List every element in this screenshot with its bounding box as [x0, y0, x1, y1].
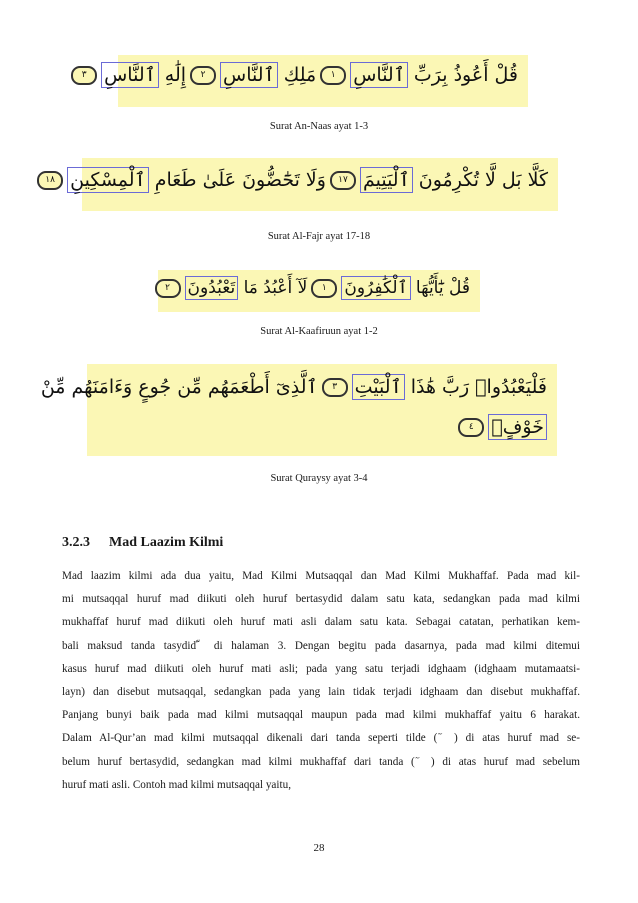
ayah-number-marker: ١: [320, 66, 346, 85]
paragraph-line: Mad laazim kilmi ada dua yaitu, Mad Kilmi Mutsaqqal dan Mad Kilmi Mukhaffaf. Pada mad kil-: [62, 570, 580, 582]
ayah-number-marker: ٢: [190, 66, 216, 85]
ayah-number-marker: ٣: [71, 66, 97, 85]
figure-caption: Surat Quraysy ayat 3-4: [270, 473, 368, 484]
figure-caption: Surat An-Naas ayat 1-3: [269, 121, 369, 132]
paragraph-line: mukhaffaf huruf mad diikuti oleh huruf mati asli dalam satu kata. Sebagai catatan, perhatikan kem-: [62, 616, 580, 629]
arabic-text: كَلَّا بَل لَّا تُكْرِمُونَ: [412, 169, 548, 191]
paragraph-line: kasus huruf mad diikuti oleh huruf mati asli; pada yang satu terjadi idghaam (idghaam mutamaatsi-: [62, 662, 580, 675]
highlighted-word: ٱلنَّاسِ: [350, 62, 408, 88]
paragraph-line: belum huruf bertasydid, sedangkan mad kilmi mukhaffaf dari tanda ( ٓ ) di atas huruf mad sebelum: [62, 755, 580, 768]
section-heading: [62, 535, 223, 551]
arabic-text: مَلِكِ: [277, 64, 317, 86]
arabic-text: وَلَا تَحَٰٓضُّونَ عَلَىٰ طَعَامِ: [148, 169, 326, 191]
highlighted-word: تَعْبُدُونَ: [185, 276, 239, 300]
paragraph-line: mi mutsaqqal huruf mad diikuti oleh huruf bertasydid dalam satu kata, sedangkan pada mad kilmi: [62, 593, 580, 606]
arabic-text: فَلْيَعْبُدُوا۟ رَبَّ هَٰذَا: [404, 376, 547, 398]
arabic-text: قُلْ يَٰٓأَيُّهَا: [410, 278, 470, 298]
paragraph-line: bali maksud tanda tasydid ّ di halaman 3. Dengan begitu pada dasarnya, pada mad kilmi ditemui: [62, 639, 580, 652]
paragraph-line: huruf mati asli. Contoh mad kilmi mutsaqqal yaitu,: [62, 778, 292, 791]
ayah-number-marker: ٢: [155, 279, 181, 298]
verse-image-quraysy: [40, 364, 557, 456]
ayah-number-marker: ١: [311, 279, 337, 298]
highlighted-word: ٱلنَّاسِ: [220, 62, 278, 88]
ayah-number-marker: ٤: [458, 418, 484, 437]
verse-image-an-naas: [81, 55, 528, 107]
highlighted-word: ٱلْكَٰفِرُونَ: [341, 276, 410, 300]
figure-caption: Surat Al-Kaafiruun ayat 1-2: [260, 326, 378, 337]
paragraph-line: Panjang bunyi baik pada mad kilmi mutsaqqal maupun pada mad kilmi mukhaffaf yaitu 6 harakat.: [62, 709, 580, 722]
paragraph-line: layn) dan disebut mutsaqqal, sedangkan pada yang lain tidak terjadi idghaam dan disebut mukhaffaf.: [62, 685, 580, 698]
arabic-text: قُلْ أَعُوذُ بِرَبِّ: [407, 64, 518, 86]
highlighted-word: خَوْفٍۭ: [488, 414, 547, 440]
body-paragraph: [62, 565, 580, 797]
highlighted-word: ٱلنَّاسِ: [101, 62, 159, 88]
section-title: Mad Laazim Kilmi: [109, 535, 224, 550]
verse-image-al-fajr: [45, 158, 558, 211]
highlighted-word: ٱلْيَتِيمَ: [360, 167, 413, 193]
arabic-text: لَآ أَعْبُدُ مَا: [238, 278, 308, 298]
highlighted-word: ٱلْبَيْتِ: [352, 374, 405, 400]
ayah-number-marker: ١٧: [330, 171, 356, 190]
ayah-number-marker: ١٨: [37, 171, 63, 190]
verse-image-al-kaafiruun: [158, 270, 480, 312]
figure-caption: Surat Al-Fajr ayat 17-18: [267, 231, 371, 242]
arabic-text: ٱلَّذِىٓ أَطْعَمَهُم مِّن جُوعٍ وَءَامَنَهُم مِّنْ: [40, 376, 318, 398]
highlighted-word: ٱلْمِسْكِينِ: [67, 167, 149, 193]
paragraph-line: Dalam Al-Qur’an mad kilmi mutsaqqal dikenali dari tanda seperti tilde ( ٓ ) di atas huruf mad se-: [62, 732, 580, 745]
page-number: 28: [313, 842, 325, 854]
section-number: 3.2.3: [62, 535, 90, 550]
ayah-number-marker: ٣: [322, 378, 348, 397]
arabic-text: إِلَٰهِ: [158, 64, 187, 86]
